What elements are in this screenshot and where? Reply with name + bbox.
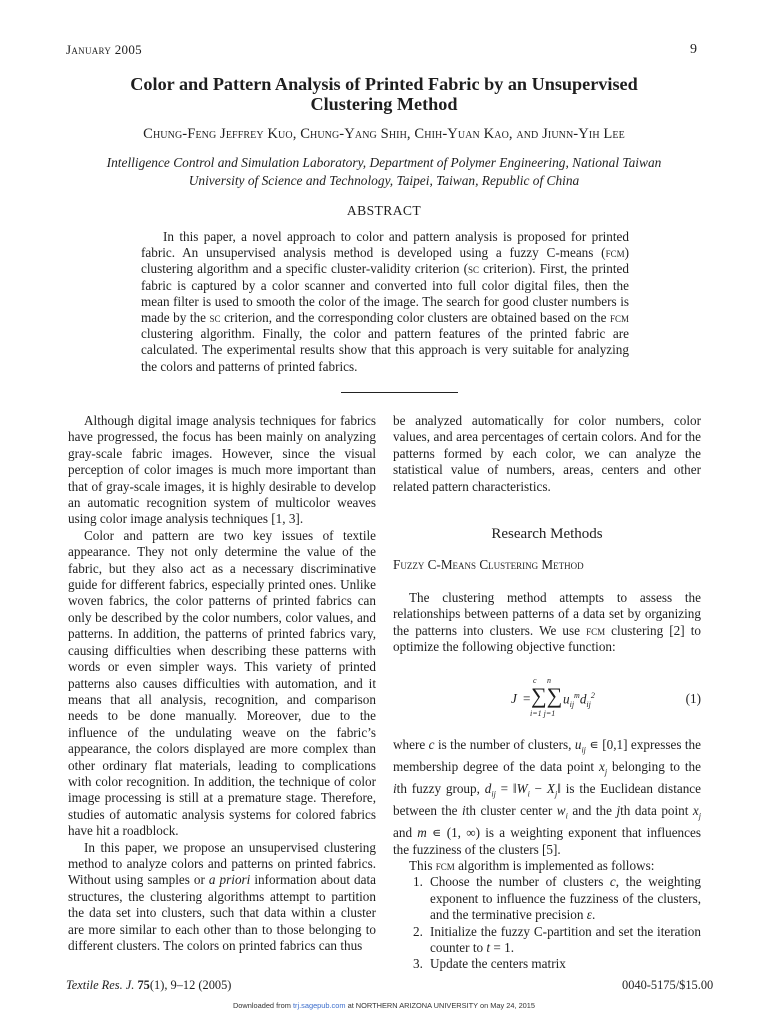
algorithm-steps <box>393 874 701 972</box>
list-item: 3. Update the centers matrix <box>413 956 566 972</box>
methods-paragraph-2 <box>393 737 701 973</box>
paper-title-line-1: Color and Pattern Analysis of Printed Fabric by an Unsupervised <box>130 74 638 94</box>
affiliation-line-1: Intelligence Control and Simulation Laboratory, Department of Polymer Engineering, National Taiwan <box>106 155 662 170</box>
download-notice: Downloaded from trj.sagepub.com at NORTHERN ARIZONA UNIVERSITY on May 24, 2015 <box>232 1001 536 1010</box>
paper-title <box>60 74 708 114</box>
equation-number: (1) <box>685 691 701 706</box>
equation-1: c n J = ∑∑ $u_{ij}^md_{ij}^2$ i=1 j=1 (1) <box>511 676 701 718</box>
page-number: 9 <box>690 42 697 57</box>
affiliation-line-2: University of Science and Technology, Taipei, Taiwan, Republic of China <box>188 173 580 188</box>
section-heading-research-methods: Research Methods <box>491 526 603 542</box>
abstract-heading: ABSTRACT <box>346 203 422 218</box>
abstract-paragraph: In this paper, a novel approach to color and pattern analysis is proposed for printed fabric. An unsupervised analysis method is developed using a fuzzy C-means (fcm) clustering algorithm and a specific cluster-validity criterion (sc criterion). First, the printed fabric is captured by a color scanner and converted into full color digital files, then the mean filter is used to smooth the color of the image. The search for good cluster numbers is made by the sc criterion, and the corresponding color clusters are obtained based on the fcm clustering algorithm. Finally, the color and pattern features of the printed fabric are calculated. The experimental results show that this approach is very suitable for analyzing the colors and patterns of printed fabrics. <box>141 229 629 374</box>
article-code: 0040-5175/$15.00 <box>622 978 714 992</box>
intro-paragraph-3: In this paper, we propose an unsupervised clustering method to analyze colors and patterns on printed fabrics. Without using samples or a priori information about data structures, the clustering algorithms attempt to partition the data set into clusters, such that data within a cluster are more similar to each other than to those belonging to different clusters. The colors on printed fabrics can thus <box>68 839 376 953</box>
intro-paragraph-2: Color and pattern are two key issues of textile appearance. They not only determine the value of the fabric, but they also act as a necessary discriminative guide for different fabrics, especially printed ones. Unlike woven fabrics, the color patterns of printed fabrics can only be described by the color numbers, color values, and patterns. In addition, the patterns of printed fabrics vary, causing difficulties when describing these patterns with words or even simpler ways. This variety of printed patterns also causes difficulties with automation, and it means that all analysis, recognition, and comparison needs to be done manually. Moreover, due to the influence of the undulating weave on the fabric’s appearance, the colors displayed are more complex than other ordinary flat materials, leading to complications with color recognition. In addition, the technique of color image processing is still at a premature stage. Therefore, studies of automatic analysis systems for colored fabrics have hit a roadblock. <box>68 527 376 839</box>
list-item: 2. Initialize the fuzzy C-partition and set the iteration counter to t = 1. <box>413 923 701 956</box>
intro-paragraph-3-continued: be analyzed automatically for color numbers, color values, and area percentages of certain colors. And for the patterns formed by each color, we can analyze the statistical value of numbers, areas, centers and other related pattern characteristics. <box>393 413 701 494</box>
subsection-heading-fcm: Fuzzy C-Means Clustering Method <box>393 557 584 572</box>
author-list: Chung-Feng Jeffrey Kuo, Chung-Yang Shih, Chih-Yuan Kao, and Jiunn-Yih Lee <box>143 126 625 142</box>
paper-title-line-2: Clustering Method <box>310 94 458 114</box>
affiliation <box>60 154 708 190</box>
abstract-body <box>141 229 629 375</box>
intro-paragraph-1: Although digital image analysis techniques for fabrics have progressed, the focus has been mainly on analyzing gray-scale fabric images. However, since the visual perception of color images is much more important than that of gray-scale images, it is highly desirable to develop an automatic recognition system of multicolor weaves using color image analysis techniques [1, 3]. <box>68 413 376 527</box>
journal-citation: Textile Res. J. 75(1), 9–12 (2005) <box>66 978 232 992</box>
algorithm-intro: This fcm algorithm is implemented as follows: <box>409 858 655 873</box>
right-column-continuation <box>393 413 701 495</box>
left-column <box>68 413 376 954</box>
running-header-date: January 2005 <box>66 42 142 57</box>
methods-paragraph-1: The clustering method attempts to assess the relationships between patterns of a data set by organizing the patterns into clusters. We use fcm clustering [2] to optimize the following objective function: <box>393 590 701 655</box>
list-item: 1. Choose the number of clusters c, the weighting exponent to influence the fuzziness of the clusters, and the terminative precision ε. <box>413 874 701 923</box>
download-site-link[interactable]: trj.sagepub.com <box>292 1001 346 1010</box>
abstract-divider <box>341 392 458 393</box>
variable-definitions: where c is the number of clusters, $u_{ij}$ ∊ [0,1] expresses the membership degree of the data point $x_j$ belonging to the ith fuzzy group, $d_{ij}$ = $‖W_i$ − $X_j‖$ is the Euclidean distance between the ith cluster center $w_i$ and the jth data point $x_j$ and m ∊ (1, ∞) is a weighting exponent that influences the fuzziness of the clusters [5]. <box>393 737 702 857</box>
